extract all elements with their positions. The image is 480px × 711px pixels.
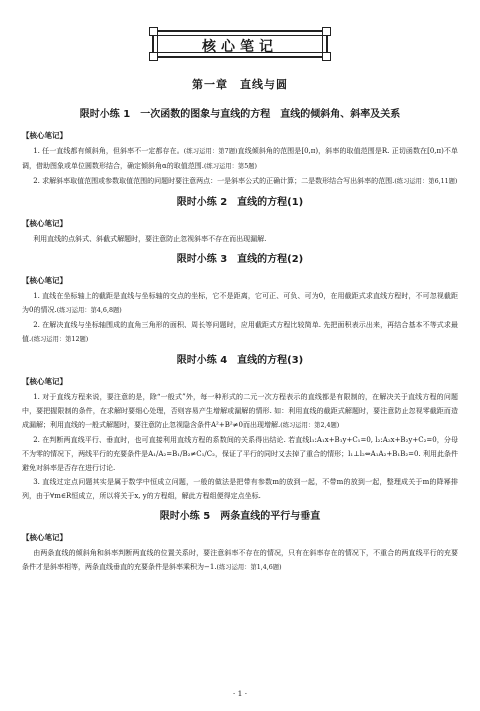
section-tag: 【核心笔记】 [22,219,67,228]
section-title: 限时小练 4 直线的方程(3) [176,355,304,366]
note-paragraph [22,475,458,503]
exercise-reference: (练习运用：第1,4,6题) [216,564,282,571]
note-text: 2. 求解斜率取值范围或参数取值范围的问题时要注意两点：一是斜率公式的正确计算；二是数形结合写出斜率的范围. [33,177,395,185]
section-tag: 【核心笔记】 [22,533,67,542]
note-text: 1. 直线在坐标轴上的截距是直线与坐标轴的交点的坐标，它不是距离，它可正、可负、可为0，在用截距式求直线方程时，不可忽视截距为0的情况. [22,292,458,314]
section-title: 限时小练 2 直线的方程(1) [176,197,304,208]
section-title: 限时小练 1 一次函数的图象与直线的方程 直线的倾斜角、斜率及关系 [79,109,401,120]
section-tag: 【核心笔记】 [22,377,67,386]
note-text: 2. 在解决直线与坐标轴围成的直角三角形的面积、周长等问题时，应用截距式方程比较简单. 先把面积表示出来，再结合基本不等式求最值. [22,321,458,343]
note-paragraph [22,289,458,318]
exercise-reference: (练习运用：第12题) [31,336,89,343]
note-paragraph [22,546,458,575]
section-tag: 【核心笔记】 [22,276,67,285]
exercise-reference: (练习运用：第5题) [203,163,257,170]
note-text: 3. 直线过定点问题其实是属于数学中恒成立问题，一般的做法是把带有参数m的放到一起，不带m的放到一起，整理成关于m的降幂排列，由于∀m∈R恒成立，所以将关于x, y的方程组，解此方程组便得定点坐标. [22,478,458,500]
chapter-title: 第一章 直线与圆 [192,78,288,91]
exercise-reference: (练习运用：第6,11题) [394,178,458,185]
section-title: 限时小练 5 两条直线的平行与垂直 [159,511,321,522]
page-title: 核心笔记 [202,39,278,55]
section-title: 限时小练 3 直线的方程(2) [176,254,304,265]
note-paragraph [22,232,458,246]
note-text: 利用直线的点斜式、斜截式解题时，要注意防止忽视斜率不存在而出现漏解. [33,235,267,243]
note-paragraph [22,174,458,189]
note-text: 1. 对于直线方程来说，要注意的是，除“一般式”外，每一种形式的二元一次方程表示的直线都是有限制的，在解决关于直线方程的问题中，要把握限制的条件，在求解时要细心处理，否则容易产生增解或漏解的情形. 如：利用直线的截距式解题时，要注意防止忽视零截距而造成漏解；利用直线的一般式解题时，要注意防止忽视隐含条件A²+B²≠0而出现增解. [22,393,458,429]
note-text: 2. 在判断两直线平行、垂直时，也可直接利用直线方程的系数间的关系得出结论. 若直线l₁:A₁x+B₁y+C₁=0, l₂:A₂x+B₂y+C₂=0，分母不为零的情况下，两线平行的充要条件是A₁/A₂=B₁/B₂≠C₁/C₂，保证了平行的同时又去掉了重合的情形；l₁⊥l₂⇔A₁A₂+B₁B₂=0. 利用此条件避免对斜率是否存在进行讨论. [22,436,458,472]
page-number: · 1 · [232,689,248,698]
exercise-reference: (练习运用：第2,4题) [280,422,340,429]
exercise-reference: (练习运用：第7题) [183,148,238,155]
header-frame [152,30,328,58]
note-text: 由两条直线的倾斜角和斜率判断两直线的位置关系时，要注意斜率不存在的情况，只有在斜率存在的情况下，不重合的两直线平行的充要条件才是斜率相等，两条直线垂直的充要条件是斜率乘积为−1. [22,549,458,571]
note-text: 直线倾斜角的范围是[0,π)，斜率的取值范围是R. 正切函数在[0,π)不单调，借助图象或单位圆数形结合，确定倾斜角α的取值范围. [22,147,459,170]
frame-corner-ornament [149,27,158,36]
note-paragraph [22,144,458,174]
note-paragraph [22,390,458,433]
content-flow [22,108,458,575]
note-text: 1. 任一直线都有倾斜角，但斜率不一定都存在。 [33,147,184,155]
note-paragraph [22,433,458,475]
frame-corner-ornament [322,27,331,36]
section-tag: 【核心笔记】 [22,131,67,140]
exercise-reference: (练习运用：第4,6,8题) [56,307,122,314]
note-paragraph [22,318,458,347]
